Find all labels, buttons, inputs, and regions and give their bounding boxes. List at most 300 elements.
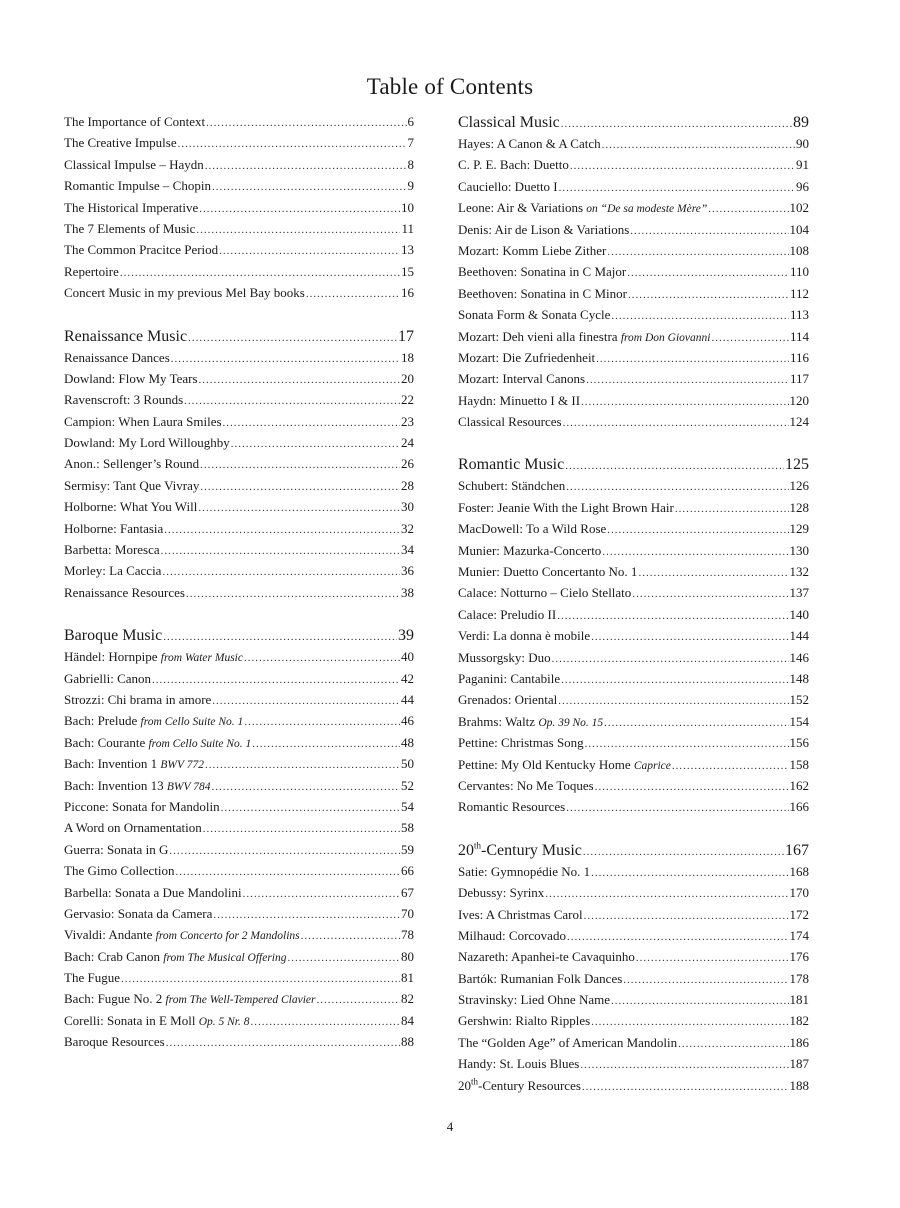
page-ref: 30 bbox=[401, 499, 414, 515]
entry-text: Calace: Preludio II bbox=[458, 606, 557, 622]
dot-leader bbox=[213, 909, 400, 921]
page-ref: 108 bbox=[789, 242, 809, 258]
dot-leader bbox=[252, 738, 400, 750]
dot-leader bbox=[638, 567, 788, 579]
entry-text: Haydn: Minuetto I & II bbox=[458, 392, 581, 408]
entry-title bbox=[64, 200, 198, 216]
entry-title bbox=[64, 1013, 250, 1029]
page-ref: 128 bbox=[789, 499, 809, 515]
page-ref: 38 bbox=[401, 584, 414, 600]
toc-entry bbox=[64, 1034, 414, 1055]
entry-text: Mozart: Komm Liebe Zither bbox=[458, 242, 607, 258]
entry-text: Schubert: Ständchen bbox=[458, 478, 566, 494]
entry-title bbox=[64, 242, 218, 258]
toc-entry bbox=[458, 864, 809, 885]
entry-title bbox=[458, 714, 603, 730]
entry-title bbox=[64, 863, 174, 879]
entry-text: Concert Music in my previous Mel Bay books bbox=[64, 285, 305, 301]
dot-leader bbox=[212, 181, 407, 193]
entry-text: Hayes: A Canon & A Catch bbox=[458, 136, 601, 151]
page-ref: 66 bbox=[401, 863, 414, 879]
entry-subtitle: BWV 772 bbox=[160, 759, 204, 772]
entry-text: The Historical Imperative bbox=[64, 199, 199, 215]
dot-leader bbox=[565, 460, 784, 472]
toc-entry bbox=[458, 200, 809, 221]
entry-subtitle: on “De sa modeste Mère” bbox=[586, 203, 708, 216]
entry-title bbox=[458, 478, 565, 494]
dot-leader bbox=[178, 138, 407, 150]
entry-text: Beethoven: Sonatina in C Minor bbox=[458, 285, 627, 301]
toc-entry bbox=[458, 1078, 809, 1099]
dot-leader bbox=[558, 695, 788, 707]
entry-text: Sonata Form & Sonata Cycle bbox=[458, 307, 611, 323]
toc-entry bbox=[458, 692, 809, 713]
page-ref: 110 bbox=[789, 264, 809, 280]
dot-leader bbox=[636, 952, 789, 964]
page-ref: 137 bbox=[789, 585, 809, 601]
entry-text: Corelli: Sonata in E Moll bbox=[64, 1012, 199, 1028]
page-ref: 26 bbox=[401, 456, 414, 472]
dot-leader bbox=[200, 459, 400, 471]
entry-title bbox=[64, 178, 211, 194]
toc-entry bbox=[64, 885, 414, 906]
entry-text: Verdi: La donna è mobile bbox=[458, 628, 591, 644]
dot-leader bbox=[231, 438, 400, 450]
toc-entry bbox=[64, 157, 414, 178]
section-title bbox=[458, 114, 560, 132]
entry-title bbox=[64, 542, 160, 558]
page-ref: 28 bbox=[401, 477, 414, 493]
dot-leader bbox=[196, 224, 400, 236]
entry-title bbox=[458, 264, 626, 280]
page-ref: 182 bbox=[789, 1013, 809, 1029]
toc-entry bbox=[64, 778, 414, 799]
toc-entry bbox=[458, 778, 809, 799]
entry-title bbox=[458, 371, 585, 387]
entry-subtitle: from Cello Suite No. 1 bbox=[140, 716, 244, 729]
toc-entry bbox=[458, 543, 809, 564]
toc-entry bbox=[64, 799, 414, 820]
entry-title bbox=[64, 285, 305, 301]
entry-title bbox=[458, 628, 590, 644]
entry-title bbox=[458, 222, 629, 238]
dot-leader bbox=[221, 802, 400, 814]
page-ref: 178 bbox=[789, 970, 809, 986]
toc-entry bbox=[64, 371, 414, 392]
page-ref: 117 bbox=[789, 371, 809, 387]
entry-title bbox=[64, 991, 316, 1007]
page-ref: 81 bbox=[401, 970, 414, 986]
entry-text: Morley: La Caccia bbox=[64, 563, 162, 579]
entry-title bbox=[458, 1035, 677, 1051]
entry-title bbox=[64, 221, 195, 237]
page-ref: 17 bbox=[398, 327, 414, 345]
dot-leader bbox=[585, 738, 789, 750]
page-ref: 18 bbox=[401, 349, 414, 365]
dot-leader bbox=[288, 952, 401, 964]
toc-entry bbox=[64, 927, 414, 948]
entry-title bbox=[64, 735, 251, 751]
page-ref: 11 bbox=[401, 220, 414, 236]
toc-entry bbox=[458, 628, 809, 649]
entry-subtitle: from Water Music bbox=[160, 652, 243, 665]
toc-section-heading bbox=[458, 842, 809, 864]
dot-leader bbox=[199, 374, 400, 386]
page-ref: 59 bbox=[401, 841, 414, 857]
entry-text: Milhaud: Corcovado bbox=[458, 927, 566, 943]
page-ref: 78 bbox=[401, 927, 414, 943]
entry-text: Classical Music bbox=[458, 114, 560, 131]
entry-title bbox=[458, 607, 556, 623]
page-ref: 84 bbox=[401, 1012, 414, 1028]
entry-title bbox=[458, 564, 637, 580]
toc-entry bbox=[458, 585, 809, 606]
dot-leader bbox=[188, 332, 397, 344]
entry-text: Pettine: My Old Kentucky Home bbox=[458, 756, 634, 772]
page-ref: 120 bbox=[789, 392, 809, 408]
toc-section-heading bbox=[458, 114, 809, 136]
entry-text: Barbella: Sonata a Due Mandolini bbox=[64, 884, 242, 900]
entry-subtitle: BWV 784 bbox=[166, 780, 211, 793]
entry-title bbox=[64, 671, 151, 687]
entry-text: Renaissance Resources bbox=[64, 584, 185, 600]
dot-leader bbox=[563, 417, 789, 429]
entry-title bbox=[64, 799, 220, 815]
entry-text: Sermisy: Tant Que Vivray bbox=[64, 477, 200, 493]
toc-entry bbox=[64, 135, 414, 156]
dot-leader bbox=[567, 931, 789, 943]
dot-leader bbox=[211, 781, 400, 793]
page-ref: 114 bbox=[789, 328, 809, 344]
dot-leader bbox=[602, 546, 788, 558]
entry-text: Paganini: Cantabile bbox=[458, 670, 561, 686]
entry-title bbox=[64, 435, 230, 451]
page-ref: 89 bbox=[793, 114, 809, 131]
toc-entry bbox=[64, 756, 414, 777]
entry-title bbox=[64, 135, 177, 151]
entry-title bbox=[64, 585, 185, 601]
page-ref: 166 bbox=[789, 799, 809, 815]
dot-leader bbox=[582, 1081, 789, 1093]
page-ref: 126 bbox=[789, 478, 809, 494]
entry-title bbox=[458, 179, 558, 195]
page-ref: 8 bbox=[407, 156, 414, 172]
entry-text: Classical Impulse – Haydn bbox=[64, 156, 204, 172]
page-ref: 39 bbox=[398, 627, 414, 645]
entry-title bbox=[458, 928, 566, 944]
dot-leader bbox=[212, 695, 400, 707]
toc-entry bbox=[64, 499, 414, 520]
entry-title bbox=[64, 264, 119, 280]
toc-entry bbox=[64, 563, 414, 584]
toc-entry bbox=[64, 435, 414, 456]
dot-leader bbox=[591, 631, 788, 643]
entry-text: Bach: Crab Canon bbox=[64, 948, 164, 964]
section-title bbox=[64, 328, 187, 346]
page-ref: 48 bbox=[401, 734, 414, 750]
dot-leader bbox=[675, 503, 789, 515]
entry-text: Leone: Air & Variations bbox=[458, 200, 587, 216]
dot-leader bbox=[602, 139, 795, 151]
entry-title bbox=[458, 757, 671, 773]
dot-leader bbox=[251, 1016, 401, 1028]
page-ref: 172 bbox=[789, 906, 809, 922]
entry-title bbox=[64, 649, 243, 665]
entry-text: MacDowell: To a Wild Rose bbox=[458, 521, 607, 537]
entry-text: The Common Pracitce Period bbox=[64, 242, 219, 258]
entry-text: Munier: Duetto Concertanto No. 1 bbox=[458, 564, 638, 580]
toc-right-column bbox=[458, 114, 809, 1099]
dot-leader bbox=[627, 267, 789, 279]
toc-entry bbox=[458, 757, 809, 778]
page-ref: 140 bbox=[789, 606, 809, 622]
page-ref: 96 bbox=[796, 178, 809, 194]
page-ref: 158 bbox=[789, 756, 809, 772]
toc-entry bbox=[458, 243, 809, 264]
entry-title bbox=[64, 885, 242, 901]
toc-entry bbox=[64, 178, 414, 199]
dot-leader bbox=[596, 353, 789, 365]
entry-title bbox=[64, 949, 287, 965]
entry-subtitle: from Don Giovanni bbox=[620, 331, 711, 344]
page-ref: 20 bbox=[401, 370, 414, 386]
dot-leader bbox=[561, 674, 788, 686]
toc-entry bbox=[458, 371, 809, 392]
page-ref: 24 bbox=[401, 435, 414, 451]
entry-text: Guerra: Sonata in G bbox=[64, 841, 169, 857]
toc-entry bbox=[458, 222, 809, 243]
dot-leader bbox=[678, 1038, 788, 1050]
dot-leader bbox=[163, 631, 397, 643]
page-ref: 7 bbox=[407, 135, 414, 151]
toc-entry bbox=[458, 671, 809, 692]
entry-text: Repertoire bbox=[64, 263, 119, 279]
page-ref: 44 bbox=[401, 691, 414, 707]
dot-leader bbox=[317, 994, 401, 1006]
page-ref: 156 bbox=[789, 735, 809, 751]
toc-entry bbox=[458, 1013, 809, 1034]
entry-text: Bach: Fugue No. 2 bbox=[64, 991, 166, 1007]
toc-entry bbox=[458, 1035, 809, 1056]
entry-text: The “Golden Age” of American Mandolin bbox=[458, 1034, 678, 1050]
page-ref: 40 bbox=[401, 649, 414, 665]
dot-leader bbox=[557, 610, 788, 622]
entry-text: Holborne: Fantasia bbox=[64, 520, 164, 536]
entry-subtitle: from Concerto for 2 Mandolins bbox=[155, 930, 300, 943]
page-ref: 6 bbox=[407, 114, 414, 129]
toc-entry bbox=[458, 928, 809, 949]
toc-entry bbox=[458, 971, 809, 992]
entry-title bbox=[458, 414, 562, 430]
entry-title bbox=[458, 136, 601, 152]
entry-text: The Gimo Collection bbox=[64, 863, 175, 879]
entry-title bbox=[458, 393, 580, 409]
toc-entry bbox=[64, 970, 414, 991]
entry-title bbox=[458, 585, 631, 601]
page-ref: 70 bbox=[401, 905, 414, 921]
toc-entry bbox=[458, 992, 809, 1013]
page-ref: 132 bbox=[789, 564, 809, 580]
toc-entry bbox=[458, 607, 809, 628]
toc-entry bbox=[458, 650, 809, 671]
section-title bbox=[458, 842, 582, 860]
entry-title bbox=[64, 456, 199, 472]
dot-leader bbox=[611, 310, 789, 322]
page-ref: 15 bbox=[401, 263, 414, 279]
toc-entry bbox=[64, 414, 414, 435]
entry-text: A Word on Ornamentation bbox=[64, 820, 202, 836]
toc-entry bbox=[458, 521, 809, 542]
entry-title bbox=[64, 927, 300, 943]
section-title bbox=[458, 456, 564, 474]
toc-entry bbox=[458, 907, 809, 928]
toc-entry bbox=[64, 906, 414, 927]
toc-entry bbox=[458, 1056, 809, 1077]
dot-leader bbox=[198, 502, 400, 514]
page-ref: 167 bbox=[785, 841, 809, 859]
entry-title bbox=[458, 307, 610, 323]
dot-leader bbox=[186, 588, 400, 600]
dot-leader bbox=[166, 1037, 400, 1049]
dot-leader bbox=[559, 182, 795, 194]
section-title bbox=[64, 627, 162, 645]
page-ref: 52 bbox=[401, 777, 414, 793]
toc-entry bbox=[64, 456, 414, 477]
entry-text: Bartók: Rumanian Folk Dances bbox=[458, 970, 623, 986]
page-ref: 104 bbox=[789, 221, 809, 237]
entry-subtitle: Op. 5 Nr. 8 bbox=[198, 1015, 250, 1028]
entry-text: Classical Resources bbox=[458, 414, 562, 430]
entry-subtitle: from Cello Suite No. 1 bbox=[148, 737, 252, 750]
page-title: Table of Contents bbox=[366, 74, 534, 99]
dot-leader bbox=[586, 374, 789, 386]
dot-leader bbox=[169, 845, 400, 857]
entry-title bbox=[64, 499, 197, 515]
entry-title bbox=[64, 350, 170, 366]
entry-title bbox=[64, 157, 204, 173]
dot-leader bbox=[561, 118, 792, 130]
entry-title bbox=[458, 243, 606, 259]
toc-entry bbox=[64, 521, 414, 542]
entry-title bbox=[458, 864, 590, 880]
page-ref: 174 bbox=[789, 927, 809, 943]
page-ref: 144 bbox=[789, 628, 809, 644]
dot-leader bbox=[604, 717, 788, 729]
entry-title bbox=[64, 478, 199, 494]
page-ref: 88 bbox=[401, 1034, 414, 1050]
dot-leader bbox=[120, 267, 400, 279]
dot-leader bbox=[623, 974, 788, 986]
entry-text: Nazareth: Apanhei-te Cavaquinho bbox=[458, 949, 635, 965]
entry-title bbox=[64, 1034, 165, 1050]
entry-title bbox=[458, 949, 635, 965]
toc-entry bbox=[64, 1013, 414, 1034]
dot-leader bbox=[632, 588, 788, 600]
entry-title bbox=[458, 907, 583, 923]
entry-text: Mozart: Die Zufriedenheit bbox=[458, 349, 596, 365]
toc-entry bbox=[64, 692, 414, 713]
toc-entry bbox=[458, 179, 809, 200]
entry-text: Holborne: What You Will bbox=[64, 499, 198, 515]
dot-leader bbox=[199, 203, 400, 215]
entry-text: -Century Resources bbox=[478, 1077, 581, 1093]
entry-text: Baroque Music bbox=[64, 627, 163, 645]
entry-subtitle: from The Musical Offering bbox=[163, 951, 287, 964]
entry-text: -Century Music bbox=[481, 841, 582, 859]
entry-text: Cervantes: No Me Toques bbox=[458, 777, 594, 793]
entry-text: Piccone: Sonata for Mandolin bbox=[64, 798, 220, 814]
page-ref: 148 bbox=[789, 670, 809, 686]
entry-text: Anon.: Sellenger’s Round bbox=[64, 456, 200, 472]
dot-leader bbox=[206, 117, 406, 129]
page-ref: 36 bbox=[401, 563, 414, 579]
entry-text: C. P. E. Bach: Duetto bbox=[458, 157, 569, 173]
dot-leader bbox=[570, 160, 795, 172]
toc-entry bbox=[458, 329, 809, 350]
page-ref: 162 bbox=[789, 777, 809, 793]
page-ref: 32 bbox=[401, 520, 414, 536]
entry-text: Baroque Resources bbox=[64, 1034, 165, 1050]
toc-entry bbox=[64, 542, 414, 563]
entry-subtitle: Op. 39 No. 15 bbox=[538, 716, 604, 729]
dot-leader bbox=[591, 1016, 788, 1028]
dot-leader bbox=[164, 524, 400, 536]
entry-title bbox=[458, 671, 560, 687]
page-ref: 16 bbox=[401, 285, 414, 301]
toc-entry bbox=[64, 949, 414, 970]
entry-text: Denis: Air de Lison & Variations bbox=[458, 221, 630, 237]
entry-text: Barbetta: Moresca bbox=[64, 542, 160, 558]
entry-title bbox=[458, 543, 601, 559]
page-ref: 13 bbox=[401, 242, 414, 258]
page-ref: 22 bbox=[401, 392, 414, 408]
toc-entry bbox=[64, 221, 414, 242]
entry-title bbox=[458, 885, 544, 901]
entry-text: The Importance of Context bbox=[64, 114, 206, 129]
entry-title bbox=[458, 650, 551, 666]
page-ref: 154 bbox=[789, 713, 809, 729]
dot-leader bbox=[175, 866, 400, 878]
entry-text: th bbox=[474, 840, 482, 851]
entry-title bbox=[458, 971, 622, 987]
entry-text: Dowland: My Lord Willoughby bbox=[64, 435, 230, 451]
toc-entry bbox=[64, 350, 414, 371]
entry-title bbox=[458, 1013, 590, 1029]
page-ref: 170 bbox=[789, 885, 809, 901]
entry-title bbox=[64, 692, 211, 708]
toc-entry bbox=[64, 200, 414, 221]
entry-title bbox=[64, 114, 205, 130]
entry-title bbox=[64, 713, 243, 729]
dot-leader bbox=[566, 802, 788, 814]
page-ref: 91 bbox=[796, 157, 809, 173]
toc-entry bbox=[64, 392, 414, 413]
dot-leader bbox=[162, 566, 400, 578]
toc-entry bbox=[458, 264, 809, 285]
toc-entry bbox=[458, 286, 809, 307]
page-ref: 187 bbox=[789, 1056, 809, 1072]
entry-text: Mozart: Interval Canons bbox=[458, 371, 586, 387]
toc-entry bbox=[458, 307, 809, 328]
entry-text: Romantic Resources bbox=[458, 799, 566, 815]
entry-subtitle: Caprice bbox=[633, 759, 671, 772]
toc-entry bbox=[64, 713, 414, 734]
entry-title bbox=[458, 286, 627, 302]
entry-text: Handy: St. Louis Blues bbox=[458, 1056, 580, 1072]
page-number: 4 bbox=[446, 1119, 454, 1134]
page-ref: 42 bbox=[401, 670, 414, 686]
dot-leader bbox=[301, 930, 400, 942]
